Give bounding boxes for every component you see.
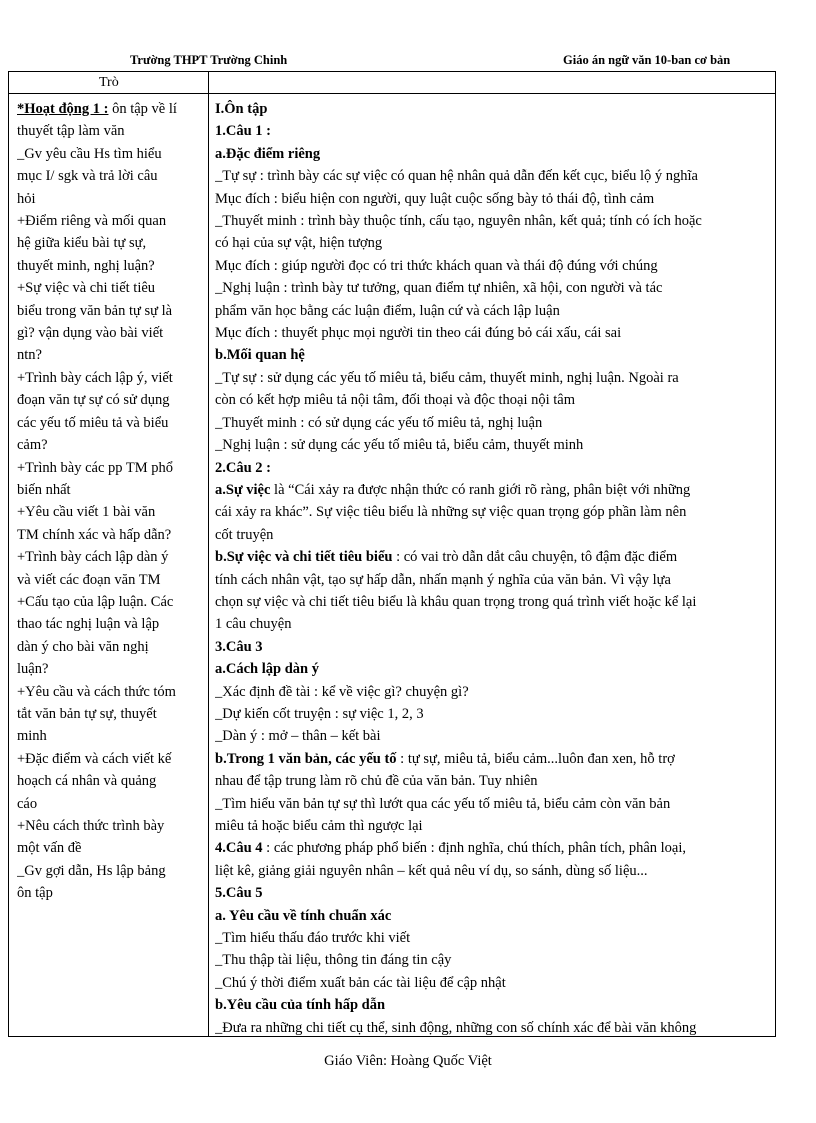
left-line: một vấn đề bbox=[17, 840, 82, 857]
left-line: +Nêu cách thức trình bày bbox=[17, 818, 165, 834]
content-line: _Tìm hiểu văn bản tự sự thì lướt qua các yếu tố miêu tả, biểu cảm còn văn bản bbox=[215, 795, 671, 812]
inline-heading: b.Sự việc và chi tiết tiêu biểu bbox=[215, 549, 393, 566]
content-line: _Dàn ý : mở – thân – kết bài bbox=[215, 728, 381, 745]
left-line: các yếu tố miêu tả và biểu bbox=[17, 414, 169, 431]
left-line: dàn ý cho bài văn nghị bbox=[17, 638, 149, 655]
content-line: _Nghị luận : trình bày tư tưởng, quan điểm tự nhiên, xã hội, con người và tác bbox=[215, 280, 663, 297]
inline-heading: a.Sự việc bbox=[215, 481, 271, 498]
left-line: và viết các đoạn văn TM bbox=[17, 571, 161, 588]
column-divider bbox=[208, 72, 209, 1036]
content-line: chọn sự việc và chi tiết tiêu biểu là khâu quan trọng trong quá trình viết hoặc kể lại bbox=[215, 593, 697, 610]
content-line: 4.Câu 4 : các phương pháp phổ biến : định nghĩa, chú thích, phân tích, phân loại, bbox=[215, 840, 686, 857]
left-line: thao tác nghị luận và lập bbox=[17, 616, 160, 633]
content-line: có hại của sự vật, hiện tượng bbox=[215, 235, 383, 252]
left-line: ntn? bbox=[17, 347, 42, 364]
page-header bbox=[0, 53, 816, 71]
content-line: Mục đích : biểu hiện con người, quy luật cuộc sống bày tỏ thái độ, tình cảm bbox=[215, 190, 655, 207]
content-line: _Tự sự : trình bày các sự việc có quan hệ nhân quả dẫn đến kết cục, biểu lộ ý nghĩa bbox=[215, 168, 698, 185]
inline-heading: 4.Câu 4 bbox=[215, 840, 263, 857]
left-line: ôn tập bbox=[17, 885, 53, 902]
left-line: +Trình bày các pp TM phổ bbox=[17, 459, 173, 476]
content-line: tính cách nhân vật, tạo sự hấp dẫn, nhấn mạnh ý nghĩa của văn bản. Vì vậy lựa bbox=[215, 571, 671, 588]
subsection-heading: b.Mối quan hệ bbox=[215, 347, 305, 364]
content-line: a.Sự việc là “Cái xảy ra được nhận thức có ranh giới rõ ràng, phân biệt với những bbox=[215, 481, 691, 498]
left-line: +Điểm riêng và mối quan bbox=[17, 213, 167, 230]
left-line: +Trình bày cách lập ý, viết bbox=[17, 369, 173, 386]
left-line: +Đặc điểm và cách viết kế bbox=[17, 750, 172, 767]
left-line: +Trình bày cách lập dàn ý bbox=[17, 549, 169, 566]
content-line: _Thuyết minh : trình bày thuộc tính, cấu tạo, nguyên nhân, kết quả; tính có ích hoặc bbox=[215, 213, 702, 230]
content-line: _Thuyết minh : có sử dụng các yếu tố miêu tả, nghị luận bbox=[215, 414, 543, 431]
question-heading: 3.Câu 3 bbox=[215, 638, 263, 655]
lesson-table bbox=[8, 71, 776, 1037]
school-name: Trường THPT Trường Chinh bbox=[130, 53, 288, 67]
inline-heading: b.Trong 1 văn bản, các yếu tố bbox=[215, 750, 397, 767]
content-line: cốt truyện bbox=[215, 526, 274, 543]
left-line: hỏi bbox=[17, 190, 36, 207]
left-line: +Yêu cầu và cách thức tóm bbox=[17, 683, 176, 700]
subsection-heading: a.Cách lập dàn ý bbox=[215, 661, 319, 678]
left-line: tắt văn bản tự sự, thuyết bbox=[17, 705, 157, 722]
content-line: b.Trong 1 văn bản, các yếu tố : tự sự, miêu tả, biểu cảm...luôn đan xen, hỗ trợ bbox=[215, 750, 675, 767]
content-line: Mục đích : giúp người đọc có tri thức khách quan và thái độ đúng với chúng bbox=[215, 257, 658, 274]
left-line: TM chính xác và hấp dẫn? bbox=[17, 526, 172, 543]
left-line: minh bbox=[17, 728, 47, 745]
left-line: +Yêu cầu viết 1 bài văn bbox=[17, 504, 156, 521]
left-line: thuyết minh, nghị luận? bbox=[17, 257, 155, 274]
left-line: hệ giữa kiểu bài tự sự, bbox=[17, 235, 147, 252]
subsection-heading: a. Yêu cầu về tính chuẩn xác bbox=[215, 907, 392, 924]
content-line: còn có kết hợp miêu tả nội tâm, đối thoại và độc thoại nội tâm bbox=[215, 392, 576, 409]
student-activities-column bbox=[17, 98, 203, 905]
content-line: miêu tả hoặc biểu cảm thì ngược lại bbox=[215, 818, 423, 834]
left-line: thuyết tập làm văn bbox=[17, 123, 125, 140]
content-line: _Đưa ra những chi tiết cụ thể, sinh động, những con số chính xác để bài văn không bbox=[215, 1019, 697, 1036]
column-header-student: Trò bbox=[99, 75, 119, 90]
content-line: _Chú ý thời điểm xuất bản các tài liệu để cập nhật bbox=[215, 974, 506, 991]
question-heading: 5.Câu 5 bbox=[215, 885, 263, 902]
content-line: cái xảy ra khác”. Sự việc tiêu biểu là những sự việc quan trọng góp phần làm nên bbox=[215, 504, 687, 521]
content-line: 1 câu chuyện bbox=[215, 616, 292, 633]
content-line: _Thu thập tài liệu, thông tin đáng tin cậy bbox=[215, 952, 452, 969]
left-line: đoạn văn tự sự có sử dụng bbox=[17, 392, 170, 409]
left-line: _Gv gợi dẫn, Hs lập bảng bbox=[17, 862, 166, 879]
left-line: luận? bbox=[17, 661, 49, 678]
content-line: _Xác định đề tài : kể về việc gì? chuyện gì? bbox=[215, 683, 469, 700]
left-line: cảm? bbox=[17, 437, 48, 454]
content-line: Mục đích : thuyết phục mọi người tin theo cái đúng bỏ cái xấu, cái sai bbox=[215, 325, 622, 342]
content-line: _Tự sự : sử dụng các yếu tố miêu tả, biểu cảm, thuyết minh, nghị luận. Ngoài ra bbox=[215, 369, 679, 386]
subsection-heading: a.Đặc điểm riêng bbox=[215, 145, 321, 162]
left-line: gì? vận dụng vào bài viết bbox=[17, 325, 164, 342]
content-line: phẩm văn học bằng các luận điểm, luận cứ và cách lập luận bbox=[215, 302, 560, 319]
subject-title: Giáo án ngữ văn 10-ban cơ bản bbox=[563, 53, 731, 67]
activity-heading: *Hoạt động 1 : bbox=[17, 101, 109, 117]
content-line: _Dự kiến cốt truyện : sự việc 1, 2, 3 bbox=[215, 705, 424, 722]
lesson-content-column bbox=[215, 98, 775, 1039]
left-line: biểu trong văn bản tự sự là bbox=[17, 302, 173, 319]
left-line: +Sự việc và chi tiết tiêu bbox=[17, 280, 156, 297]
content-line: b.Sự việc và chi tiết tiêu biểu : có vai trò dẫn dắt câu chuyện, tô đậm đặc điểm bbox=[215, 549, 678, 566]
left-line: +Cấu tạo của lập luận. Các bbox=[17, 593, 174, 610]
subsection-heading: b.Yêu cầu của tính hấp dẫn bbox=[215, 997, 386, 1014]
question-heading: 1.Câu 1 : bbox=[215, 123, 271, 140]
content-line: _Nghị luận : sử dụng các yếu tố miêu tả, biểu cảm, thuyết minh bbox=[215, 437, 584, 454]
left-line: _Gv yêu cầu Hs tìm hiểu bbox=[17, 145, 162, 162]
left-line: cáo bbox=[17, 795, 38, 812]
table-header-row bbox=[9, 72, 775, 94]
page-footer: Giáo Viên: Hoàng Quốc Việt bbox=[324, 1053, 492, 1069]
left-line: hoạch cá nhân và quảng bbox=[17, 773, 157, 790]
left-line: mục I/ sgk và trả lời câu bbox=[17, 168, 158, 185]
section-heading: I.Ôn tập bbox=[215, 101, 268, 117]
content-line: nhau để tập trung làm rõ chủ đề của văn bản. Tuy nhiên bbox=[215, 773, 538, 790]
content-line: _Tìm hiểu thấu đáo trước khi viết bbox=[215, 930, 411, 947]
question-heading: 2.Câu 2 : bbox=[215, 459, 271, 476]
content-line: liệt kê, giảng giải nguyên nhân – kết quả nêu ví dụ, so sánh, dùng số liệu... bbox=[215, 862, 648, 879]
left-line: biến nhất bbox=[17, 481, 71, 498]
left-line: *Hoạt động 1 : ôn tập về lí bbox=[17, 101, 177, 117]
